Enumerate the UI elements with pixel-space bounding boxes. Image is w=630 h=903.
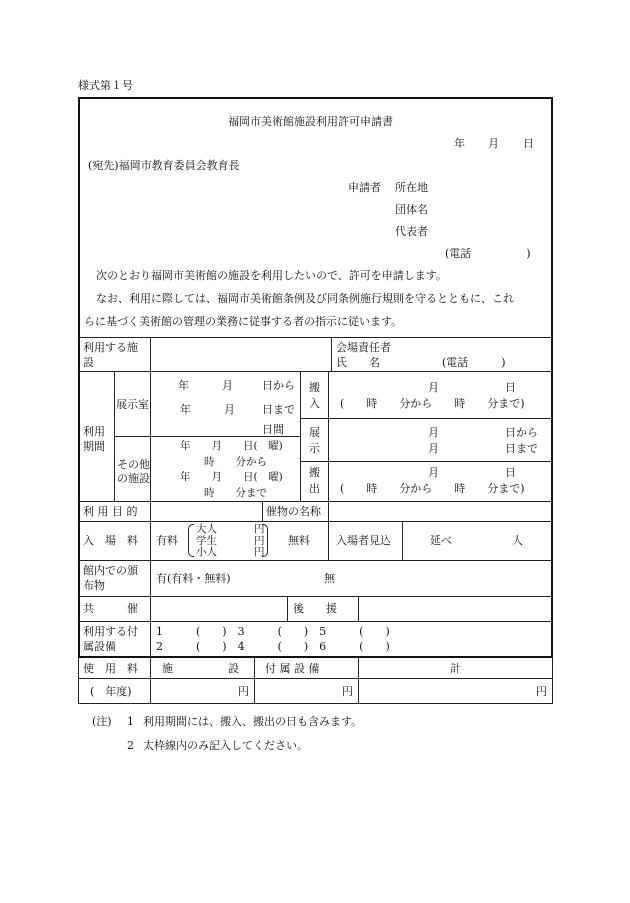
admission-adult-yen: 円: [254, 523, 265, 535]
other-facility-label-2: の施設: [117, 472, 150, 485]
note-1: 利用期間には、搬入、搬出の日も含みます。: [143, 715, 363, 728]
equipment-row-2: 2 ( ) 4 ( ) 6 ( ): [156, 640, 390, 653]
attendance-total-label: 延べ: [430, 534, 452, 547]
applicant-label: 申請者: [348, 181, 381, 194]
equipment-label-1: 利用する付: [83, 625, 138, 638]
date-day: 日: [523, 137, 534, 150]
manager-label-1: 会場責任者: [336, 341, 391, 354]
move-in-date: 月 日: [428, 381, 516, 394]
event-name-label: 催物の名称: [266, 505, 321, 518]
fees-facility-yen: 円: [238, 685, 249, 698]
er1-month: 月: [222, 379, 233, 392]
er2-month: 月: [224, 403, 235, 416]
er1-from: 日から: [262, 379, 295, 392]
facility-label-1: 利用する施: [83, 341, 138, 354]
notes-prefix: (注): [92, 715, 112, 728]
admission-student-yen: 円: [254, 535, 265, 547]
applicant-tel-label: (電話 ): [445, 247, 531, 260]
facility-label-2: 設: [83, 356, 94, 369]
admission-student: 学生: [196, 535, 217, 547]
equipment-row-1: 1 ( ) 3 ( ) 5 ( ): [156, 625, 390, 638]
fees-facility-header: 施 設: [162, 662, 239, 675]
er-days: 日間: [262, 423, 284, 436]
move-in-label-2: 入: [309, 397, 320, 410]
fees-fiscal-year: ( 年度): [90, 685, 132, 698]
other1-date: 年 月 日( 曜): [180, 440, 283, 452]
applicant-group-label: 団体名: [395, 203, 428, 216]
move-out-time: ( 時 分から 時 分まで): [340, 482, 525, 495]
fees-total-header: 計: [450, 662, 461, 675]
intro-line-2: なお、利用に際しては、福岡市美術館条例及び同条例施行規則を守るとともに、これ: [96, 292, 514, 305]
manager-label-2: 氏 名: [336, 356, 380, 369]
applicant-address-label: 所在地: [395, 181, 428, 194]
exhibit-label-1: 展: [309, 426, 320, 439]
purpose-label: 利 用 目 的: [83, 505, 138, 518]
fees-label: 使 用 料: [83, 662, 138, 675]
er1-year: 年: [178, 379, 189, 392]
note-2: 太枠線内のみ記入してください。: [143, 739, 308, 752]
move-out-date: 月 日: [428, 466, 516, 479]
distribution-yes: 有(有料・無料): [156, 572, 231, 585]
distribution-label-1: 館内での頒: [83, 564, 138, 577]
admission-child: 小人: [196, 546, 217, 558]
other2-time: 時 分まで: [204, 487, 267, 499]
exhibit-label-2: 示: [309, 442, 320, 455]
exhibit-until: 月 日まで: [428, 442, 538, 455]
admission-paid: 有料: [156, 534, 178, 547]
note-1-number: 1: [127, 715, 134, 728]
note-2-number: 2: [127, 739, 134, 752]
admission-label: 入 場 料: [83, 534, 138, 547]
manager-tel-label: (電話 ): [442, 356, 506, 369]
period-label-2: 期間: [83, 440, 105, 453]
admission-adult: 大人: [196, 523, 217, 535]
other1-time: 時 分から: [204, 456, 267, 468]
period-label-1: 利用: [83, 425, 105, 438]
er2-year: 年: [180, 403, 191, 416]
fees-equipment-header: 付 属 設 備: [265, 662, 320, 675]
exhibit-room-label: 展示室: [116, 398, 149, 411]
move-out-label-2: 出: [309, 482, 320, 495]
support-label: 後 援: [293, 602, 337, 615]
bracket-left: [188, 524, 194, 557]
move-in-label-1: 搬: [309, 381, 320, 394]
intro-line-1: 次のとおり福岡市美術館の施設を利用したいので、許可を申請します。: [96, 269, 447, 282]
form-title: 福岡市美術館施設利用許可申請書: [228, 115, 393, 128]
intro-line-3: らに基づく美術館の管理の業務に従事する者の指示に従います。: [84, 315, 403, 328]
fees-total-yen: 円: [536, 685, 547, 698]
distribution-label-2: 布物: [83, 579, 105, 592]
move-in-time: ( 時 分から 時 分まで): [340, 397, 525, 410]
cosponsor-label: 共 催: [83, 602, 138, 615]
date-month: 月: [488, 137, 499, 150]
other2-date: 年 月 日( 曜): [180, 471, 283, 483]
equipment-label-2: 属設備: [83, 640, 116, 653]
form-number: 様式第１号: [78, 79, 133, 92]
admission-free: 無料: [288, 534, 310, 547]
admission-child-yen: 円: [254, 546, 265, 558]
date-year: 年: [454, 137, 465, 150]
move-out-label-1: 搬: [309, 466, 320, 479]
addressee: (宛先)福岡市教育委員会教育長: [88, 159, 240, 172]
applicant-rep-label: 代表者: [395, 225, 428, 238]
exhibit-from: 月 日から: [428, 426, 538, 439]
attendance-persons-label: 人: [512, 534, 523, 547]
er2-until: 日まで: [262, 403, 295, 416]
other-facility-label-1: その他: [117, 458, 150, 471]
distribution-no: 無: [324, 572, 335, 585]
fees-equipment-yen: 円: [342, 685, 353, 698]
expected-attendance-label: 入場者見込: [336, 534, 391, 547]
